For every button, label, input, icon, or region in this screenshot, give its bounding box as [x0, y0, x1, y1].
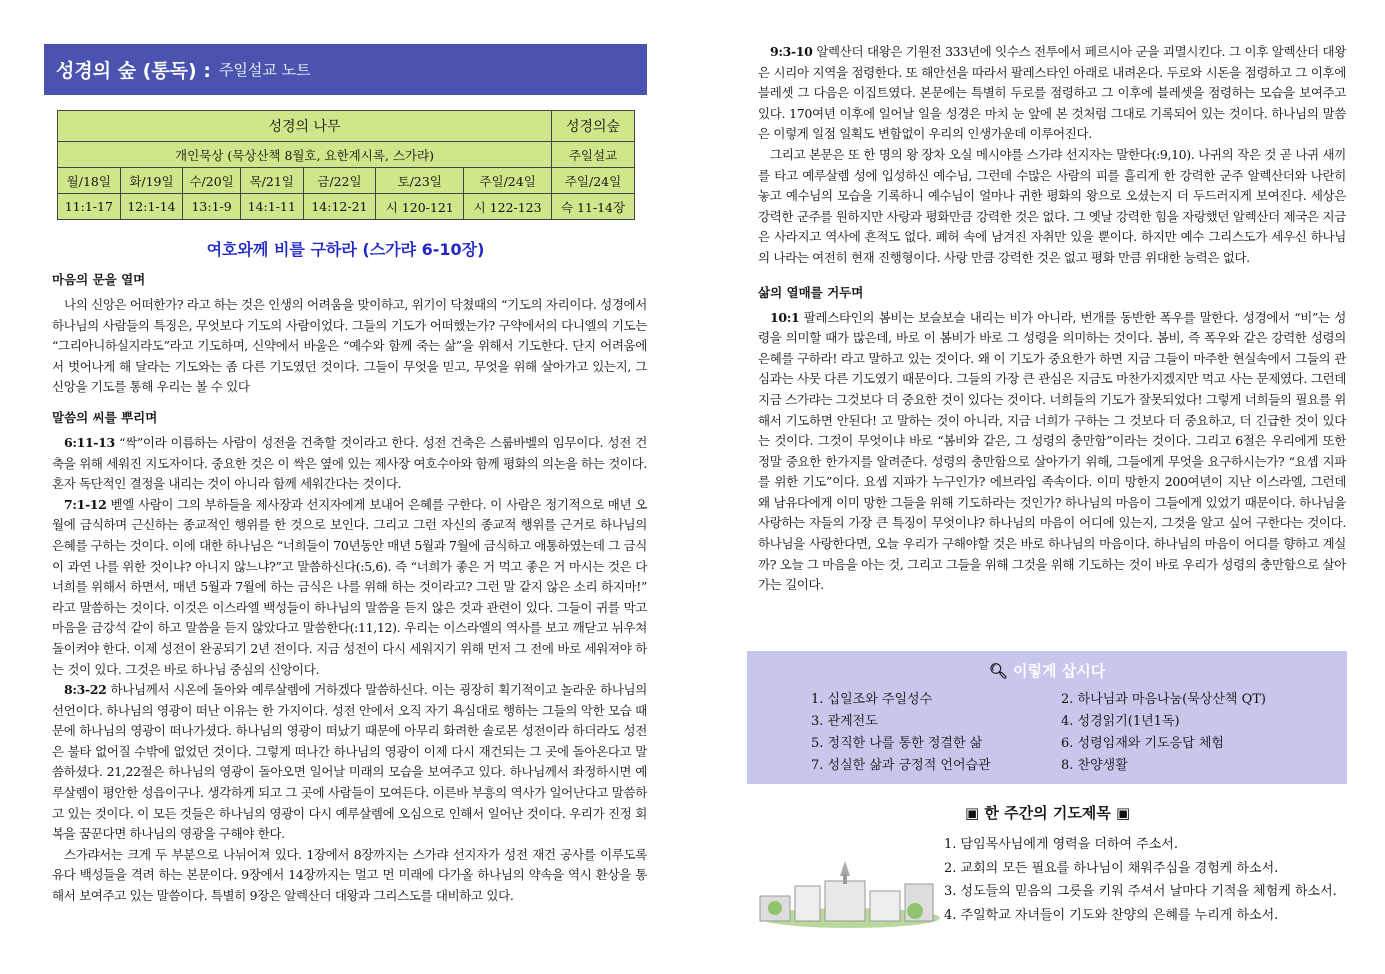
- square-bullet-icon: ▣: [965, 804, 980, 822]
- schedule-day: 금/22일: [303, 168, 376, 194]
- live-box-title: 🔍︎ 이렇게 삽시다: [988, 662, 1106, 680]
- schedule-reading: 슥 11-14장: [552, 194, 635, 220]
- banner-title: 성경의 숲 (통독) :: [56, 60, 211, 82]
- verse-ref: 9:3-10: [770, 44, 813, 59]
- section-heading: 말씀의 씨를 뿌리며: [52, 409, 158, 425]
- schedule-day: 수/20일: [183, 168, 241, 194]
- schedule-subheader-left: 개인묵상 (묵상산책 8월호, 요한계시록, 스가랴): [58, 142, 552, 168]
- list-item: 6. 성령임재와 기도응답 체험: [1061, 736, 1224, 751]
- schedule-reading: 12:1-14: [120, 194, 183, 220]
- magnifier-icon: 🔍︎: [988, 662, 1008, 680]
- paragraph: 나의 신앙은 어떠한가? 라고 하는 것은 인생의 어려움을 맞이하고, 위기이 닥쳤때의 “기도의 자리이다. 성경에서 하나님의 사람들의 특징은, 무엇보다 기도의 사람이었다. 그들의 기도가 어떠했는가? 구약에서의 다니엘의 기도는 “그리아니하실지라도”라고 기도하며, 신약에서 바울은 “예수와 함께 죽는 삶”을 위해서 기도한다. 단지 어려움에서 벗어나게 해 달라는 기도와는 좀 다른 기도였던 것이다. 그들이 무엇을 믿고, 무엇을 위해 살아가고 있는지, 그 신앙을 기도를 통해 우리는 볼 수 있다: [52, 297, 647, 395]
- page-banner: [44, 44, 647, 95]
- right-column: [750, 42, 1346, 596]
- schedule-reading: 시 120-121: [376, 194, 464, 220]
- list-item: 1. 담임목사님에게 영력을 더하여 주소서.: [944, 837, 1178, 852]
- paragraph: 그리고 본문은 또 한 명의 왕 장차 오실 메시야를 스가랴 선지자는 말한다(:9,10). 나귀의 작은 것 곧 나귀 새끼를 타고 예루살렘 성에 입성하신 예수님, 그런데 수많은 사람의 피를 흘리게 한 강력한 군주 알렉산더와 나란히 놓고 예수님의 모습을 기록하니 예수님이 얼마나 귀한 평화의 왕으로 오셨는지 더 두드러지게 보여진다. 세상은 강력한 군주를 원하지만 사랑과 평화만큼 강력한 것은 없다. 그 옛날 강력한 힘을 자랑했던 알렉산더 제국은 지금은 사라지고 역사에 흔적도 없다. 폐허 속에 남겨진 자취만 있을 뿐이다. 하지만 예수 그리스도가 세우신 하나님의 나라는 여전히 현재 진행형이다. 사랑 만큼 강력한 것은 없고 평화 만큼 위대한 능력은 없다.: [758, 146, 1346, 265]
- paragraph: 9:3-10 알렉산더 대왕은 기원전 333년에 잇수스 전투에서 페르시아 군을 괴멸시킨다. 그 이후 알렉산더 대왕은 시리아 지역을 점령한다. 또 해안선을 따라서 팔레스타인 아래로 내려온다. 두로와 시돈을 점령하고 그 이후에 블레셋 그 다음은 이집트였다. 본문에는 특별히 두로를 점령하고 그 이후에 블레셋을 점령하는 모습을 보여주고 있다. 170여년 이후에 일어날 일을 성경은 마치 눈 앞에 본 것처럼 그대로 기록되어 있는 것이다. 하나님의 말씀은 이렇게 일점 일획도 변함없이 우리의 인생가운데 이루어진다.: [758, 44, 1346, 142]
- schedule-header-right: 성경의숲: [552, 111, 635, 142]
- paragraph: 10:1 팔레스타인의 봄비는 보슬보슬 내리는 비가 아니라, 번개를 동반한 폭우를 말한다. 성경에서 “비”는 성령을 의미할 때가 많은데, 바로 이 봄비가 바로 그 성령을 의미하는 것이다. 봄비, 즉 폭우와 같은 강력한 성령의 은혜를 구하라! 라고 말하고 있는 것이다. 왜 이 기도가 중요한가 하면 지금 그들이 마주한 현실속에서 그들의 관심과는 사뭇 다른 기도였기 때문이다. 그들의 가장 큰 관심은 지금도 마찬가지겠지만 먹고 사는 문제였다. 그런데 지금 스가랴는 그것보다 더 중요한 것이 있다는 것이다. 너희들의 기도가 잘못되었다! 그렇게 너희들의 필요를 위해서 기도하면 안된다! 고 말하는 것이 아니라, 지금 너희가 구하는 그 것보다 더 중요하고, 더 긴급한 것이 있다는 것이다. 그것이 무엇이냐 바로 “봄비와 같은, 그 성령의 충만함”이라는 것이다. 그리고 6절은 우리에게 또한 정말 중요한 한가지를 알려준다. 성령의 충만함으로 살아가기 위해, 그들에게 무엇을 요구하시는가? “요셉 지파를 위한 기도”이다. 요셉 지파가 누구인가? 에브라임 족속이다. 이미 망한지 200여년이 지난 이스라엘, 그런데 왜 남유다에게 이미 망한 그들을 위해 기도하라는 것인가? 하나님의 마음이 그들에게 있었기 때문이다. 하나님을 사랑하는 자들의 가장 큰 특징이 무엇이냐? 하나님의 마음이 어디에 있는지, 그것을 알고 싶어 구한다는 것이다. 하나님을 사랑한다면, 오늘 우리가 구해야할 것은 바로 하나님의 마음이다. 하나님의 마음이 어디를 향하고 계실까? 오늘 그 마음을 아는 것, 그리고 그들을 위해 그것을 위해 기도하는 것이 바로 우리가 성령의 충만함으로 살아가는 길이다.: [758, 309, 1346, 593]
- paragraph: 스가랴서는 크게 두 부분으로 나뉘어져 있다. 1장에서 8장까지는 스가랴 선지자가 성전 재건 공사를 이루도록 유다 백성들을 격려 하는 본문이다. 9장에서 14장까지는 멀고 먼 미래에 다가올 하나님의 약속을 역시 환상을 통해서 보여주고 있는 말씀이다. 특별히 9장은 알렉산더 대왕과 그리스도를 대비하고 있다.: [52, 846, 647, 904]
- sermon-title: 여호와께 비를 구하라 (스가랴 6-10장): [206, 240, 485, 259]
- banner-subtitle: 주일설교 노트: [218, 61, 311, 79]
- schedule-reading: 14:1-11: [240, 194, 303, 220]
- list-item: 2. 하나님과 마음나눔(묵상산책 QT): [1061, 692, 1266, 707]
- schedule-subheader-right: 주일설교: [552, 142, 635, 168]
- list-item: 3. 관계전도: [811, 714, 878, 729]
- schedule-header-left: 성경의 나무: [58, 111, 552, 142]
- section-heading: 삶의 열매를 거두며: [758, 284, 864, 300]
- list-item: 7. 성실한 삶과 긍정적 언어습관: [811, 758, 991, 773]
- schedule-day: 주일/24일: [464, 168, 552, 194]
- verse-ref: 6:11-13: [64, 434, 115, 450]
- schedule-day: 토/23일: [376, 168, 464, 194]
- paragraph: 7:1-12 벧엘 사람이 그의 부하들을 제사장과 선지자에게 보내어 은혜를 구한다. 이 사람은 정기적으로 매년 오월에 금식하며 근신하는 종교적인 행위를 한 것으로 보인다. 그리고 그런 자신의 종교적 행위를 근거로 하나님의 은혜를 구하는 것이다. 이에 대한 하나님은 “너희들이 70년동안 매년 5월과 7월에 금식하고 애통하였는데 그 금식이 과연 나를 위한 것이냐? 아니지 않느냐?”고 말씀하신다(:5,6). 즉 “너희가 좋은 거 먹고 좋은 거 마시는 것은 다 너희를 위해서 하면서, 매년 5월과 7월에 하는 금식은 나를 위해 하는 것이라고? 그런 말 같지 않은 소리 하지마!” 라고 말씀하는 것이다. 이것은 이스라엘 백성들이 하나님의 말씀을 듣지 않은 것과 관련이 있다. 그들이 귀를 막고 마음을 금강석 같이 하고 말씀을 듣지 않았다고 말씀한다(:11,12). 우리는 이스라엘의 역사를 보고 깨닫고 뉘우쳐 돌이켜야 한다. 이제 성전이 완공되기 2년 전이다. 지금 성전이 다시 세워지기 위해 먼저 그 전에 바로 세워져야 하는 것이 있다. 그것은 바로 하나님 중심의 신앙이다.: [52, 496, 647, 677]
- paragraph: 6:11-13 “싹”이라 이름하는 사람이 성전을 건축할 것이라고 한다. 성전 건축은 스룹바벨의 임무이다. 성전 건축을 위해 세워진 지도자이다. 중요한 것은 이 싹은 옆에 있는 제사장 여호수아와 함께 평화의 의논을 하는 것이다. 혼자 독단적인 결정을 내리는 것이 아니라 함께 세워간다는 것이다.: [52, 434, 647, 492]
- list-item: 4. 주일학교 자녀들이 기도와 찬양의 은혜를 누리게 하소서.: [944, 907, 1279, 923]
- section-heading: 마음의 문을 열며: [52, 272, 146, 287]
- schedule-day: 주일/24일: [552, 168, 635, 194]
- live-box-list: [811, 688, 1347, 773]
- church-illustration: [755, 856, 940, 930]
- prayer-title: ▣ 한 주간의 기도제목 ▣: [965, 804, 1131, 822]
- schedule-reading: 시 122-123: [464, 194, 552, 220]
- list-item: 3. 성도들의 믿음의 그릇을 키워 주셔서 날마다 기적을 체험케 하소서.: [944, 884, 1337, 899]
- list-item: 1. 십일조와 주일성수: [811, 692, 933, 707]
- schedule-day: 목/21일: [240, 168, 303, 194]
- prayer-list: [944, 833, 1337, 927]
- left-column: [44, 44, 647, 907]
- schedule-day: 월/18일: [58, 168, 121, 194]
- reading-schedule-table: [57, 110, 635, 220]
- schedule-day: 화/19일: [120, 168, 183, 194]
- schedule-reading: 11:1-17: [58, 194, 121, 220]
- paragraph: 8:3-22 하나님께서 시온에 돌아와 예루살렘에 거하겠다 말씀하신다. 이는 굉장히 획기적이고 놀라운 하나님의 선언이다. 하나님의 영광이 떠난 이유는 한 가지이다. 성전 안에서 오직 자기 욕심대로 행하는 그들의 악한 모습 때문에 하나님의 영광이 떠나가셨다. 하나님의 영광이 떠났기 때문에 아무리 화려한 솔로몬 성전이라 하더라도 성전은 불타 없어질 수밖에 없었던 것이다. 그렇게 떠나간 하나님의 영광이 이제 다시 재건되는 그 곳에 돌아온다고 말씀하셨다. 21,22절은 하나님의 영광이 돌아오면 일어날 미래의 모습을 보여주고 있다. 하나님께서 좌정하시면 예루살렘이 평안한 성읍이구나. 생각하게 되고 그 곳에 사람들이 모여든다. 이른바 부흥의 역사가 일어난다고 말씀하고 있는 것이다. 이 모든 것들은 하나님의 영광이 다시 예루살렘에 오심으로 인해서 일어난 것이다. 우리가 진정 회복을 꿈꾼다면 하나님의 영광을 구해야 한다.: [52, 682, 647, 842]
- verse-ref: 7:1-12: [64, 496, 107, 512]
- list-item: 4. 성경읽기(1년1독): [1061, 714, 1180, 729]
- square-bullet-icon: ▣: [1116, 804, 1131, 822]
- live-this-way-box: [747, 651, 1347, 784]
- schedule-reading: 13:1-9: [183, 194, 241, 220]
- list-item: 8. 찬양생활: [1061, 758, 1128, 773]
- schedule-reading: 14:12-21: [303, 194, 376, 220]
- verse-ref: 8:3-22: [64, 682, 107, 698]
- verse-ref: 10:1: [770, 309, 800, 325]
- list-item: 2. 교회의 모든 필요를 하나님이 채워주심을 경험케 하소서.: [944, 860, 1279, 876]
- list-item: 5. 정직한 나를 통한 정결한 삶: [811, 736, 983, 751]
